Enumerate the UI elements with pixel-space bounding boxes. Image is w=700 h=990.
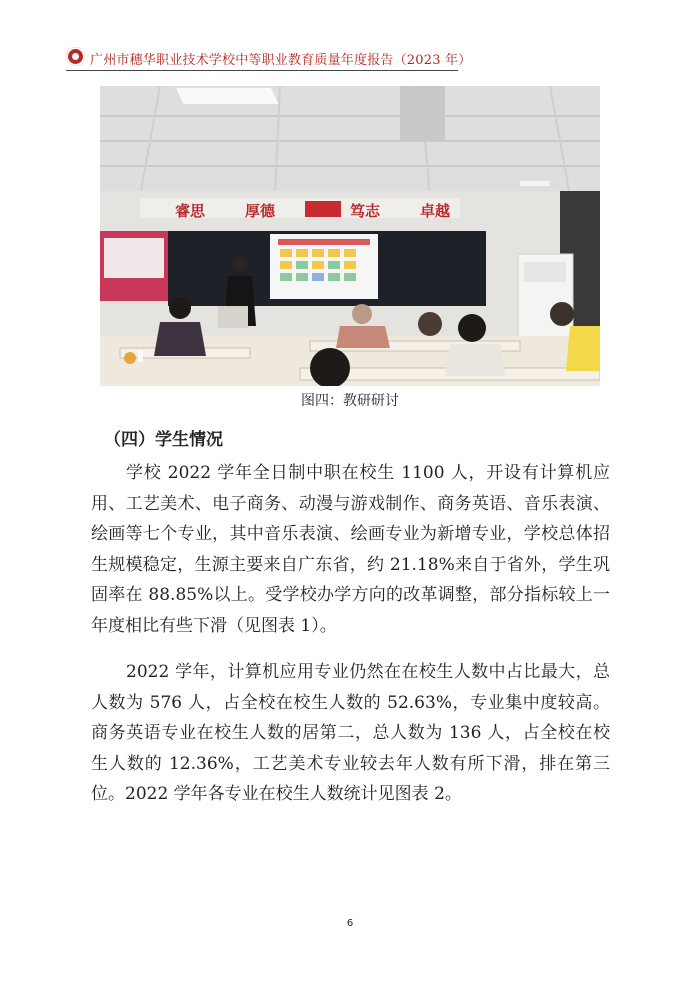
header-title: 广州市穗华职业技术学校中等职业教育质量年度报告（2023 年）	[90, 53, 472, 68]
slogan-text-1: 睿思	[175, 202, 206, 220]
paragraph-1: 学校 2022 学年全日制中职在校生 1100 人，开设有计算机应用、工艺美术、电子商务、动漫与游戏制作、商务英语、音乐表演、绘画等七个专业，其中音乐表演、绘画专业为新增专业，学校总体招生规模稳定，生源主要来自广东省，约 21.18%来自于省外，学生巩固率在 88.85%以上。受学校办学方向的改革调整，部分指标较上一年度相比有些下滑（见图表 1）。	[91, 463, 610, 636]
page-header	[66, 46, 472, 71]
section-heading: （四）学生情况	[104, 430, 223, 450]
paragraph-2: 2022 学年，计算机应用专业仍然在在校生人数中占比最大，总人数为 576 人，占全校在校生人数的 52.63%，专业集中度较高。商务英语专业在校生人数的居第二，总人数为 136 人，占全校在校生人数的 12.36%，工艺美术专业较去年人数有所下滑，排在第三位。2022 学年各专业在校生人数统计见图表 2。	[91, 662, 610, 804]
slogan-text-3: 笃志	[350, 202, 381, 220]
page-number: 6	[346, 918, 354, 929]
school-logo	[66, 47, 85, 66]
seminar-photo	[100, 86, 600, 386]
figure-caption: 图四：教研研讨	[301, 393, 399, 409]
slogan-text-2: 厚德	[245, 202, 276, 220]
slogan-text-4: 卓越	[420, 202, 451, 220]
